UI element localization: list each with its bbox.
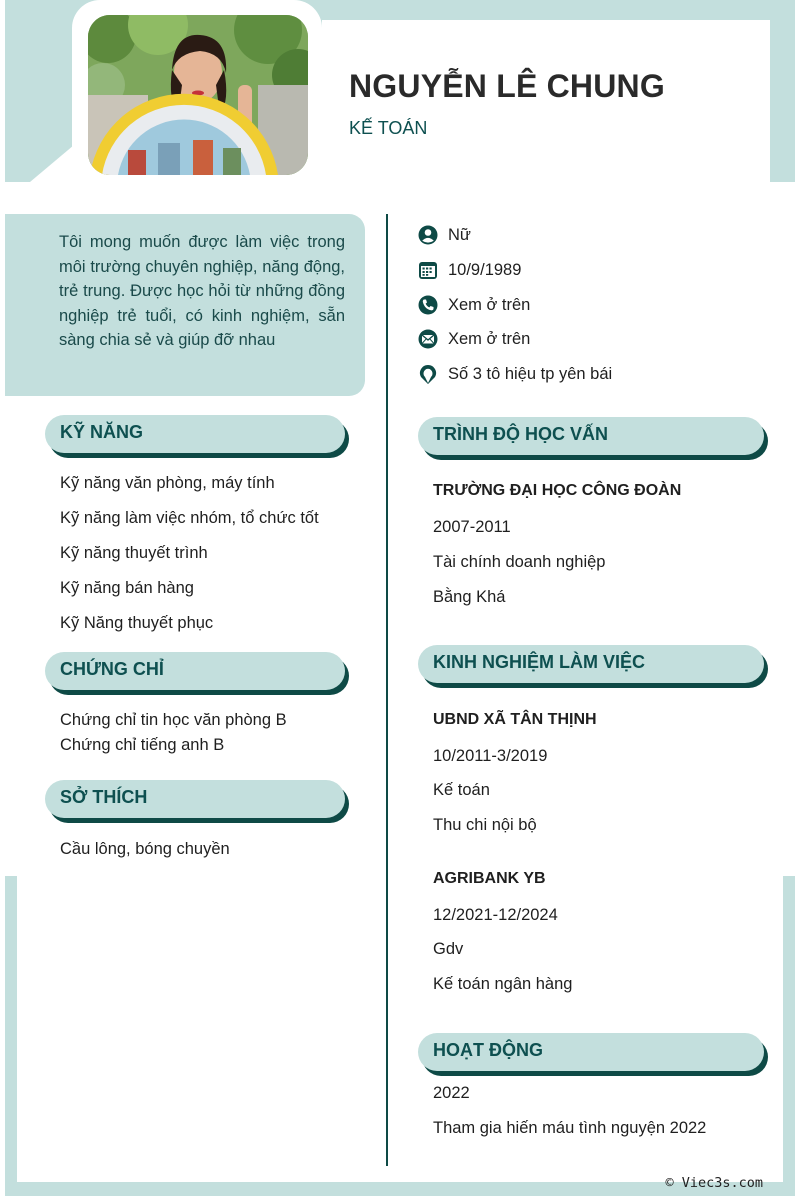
- skills-heading: [45, 415, 345, 453]
- list-item: Kỹ Năng thuyết phục: [60, 614, 214, 632]
- education-major: Tài chính doanh nghiệp: [433, 553, 606, 571]
- experience-heading: [418, 645, 764, 683]
- job-period: 10/2011-3/2019: [433, 747, 548, 765]
- job-position: Kế toán: [433, 781, 490, 799]
- hobbies-list: [60, 840, 230, 859]
- job-period: 12/2021-12/2024: [433, 906, 558, 924]
- contact-phone: Xem ở trên: [418, 293, 530, 317]
- education-period: 2007-2011: [433, 518, 511, 536]
- mail-icon: [418, 329, 438, 349]
- contact-gender: Nữ: [418, 223, 471, 247]
- activities-heading-label: HOẠT ĐỘNG: [418, 1033, 764, 1071]
- candidate-name: NGUYỄN LÊ CHUNG: [349, 68, 665, 104]
- contact-email: Xem ở trên: [418, 327, 530, 351]
- job-title: KẾ TOÁN: [349, 118, 428, 138]
- activities-heading: [418, 1033, 764, 1071]
- job-description: Thu chi nội bộ: [433, 816, 537, 834]
- job-company: AGRIBANK YB: [433, 870, 546, 887]
- certificates-heading-label: CHỨNG CHỈ: [45, 652, 345, 690]
- calendar-icon: [418, 260, 438, 280]
- contact-address: Số 3 tô hiệu tp yên bái: [418, 362, 612, 386]
- job-company: UBND XÃ TÂN THỊNH: [433, 711, 597, 728]
- list-item: Cầu lông, bóng chuyền: [60, 840, 230, 858]
- footer-credit: © Viec3s.com: [665, 1175, 763, 1191]
- list-item: Kỹ năng văn phòng, máy tính: [60, 474, 275, 492]
- list-item: Chứng chỉ tin học văn phòng B: [60, 711, 287, 729]
- objective-box: [5, 214, 365, 396]
- education-heading: [418, 417, 764, 455]
- skills-list: [60, 474, 319, 649]
- photo-frame-notch: [30, 145, 74, 182]
- job-position: Gdv: [433, 940, 464, 958]
- skills-heading-label: KỸ NĂNG: [45, 415, 345, 453]
- education-grade: Bằng Khá: [433, 588, 506, 606]
- certificates-list: [60, 711, 287, 761]
- certificates-heading: [45, 652, 345, 690]
- activity-description: Tham gia hiến máu tình nguyện 2022: [433, 1119, 707, 1137]
- list-item: Chứng chỉ tiếng anh B: [60, 736, 225, 754]
- phone-icon: [418, 295, 438, 315]
- list-item: Kỹ năng bán hàng: [60, 579, 194, 597]
- user-icon: [418, 225, 438, 245]
- column-divider: [386, 214, 388, 1166]
- location-icon: [418, 364, 438, 384]
- education-school: TRƯỜNG ĐẠI HỌC CÔNG ĐOÀN: [433, 482, 682, 499]
- hobbies-heading-label: SỞ THÍCH: [45, 780, 345, 818]
- activity-year: 2022: [433, 1084, 470, 1102]
- list-item: Kỹ năng làm việc nhóm, tổ chức tốt: [60, 509, 319, 527]
- job-description: Kế toán ngân hàng: [433, 975, 573, 993]
- contact-birthday: 10/9/1989: [418, 258, 521, 282]
- profile-photo: [88, 15, 308, 175]
- list-item: Kỹ năng thuyết trình: [60, 544, 208, 562]
- hobbies-heading: [45, 780, 345, 818]
- objective-text: Tôi mong muốn được làm việc trong môi trường chuyên nghiệp, năng động, trẻ trung. Được học hỏi từ những đồng nghiệp trẻ tuổi, có kinh nghiệm, sẵn sàng chia sẻ và giúp đỡ nhau: [59, 233, 345, 349]
- experience-heading-label: KINH NGHIỆM LÀM VIỆC: [418, 645, 764, 683]
- education-heading-label: TRÌNH ĐỘ HỌC VẤN: [418, 417, 764, 455]
